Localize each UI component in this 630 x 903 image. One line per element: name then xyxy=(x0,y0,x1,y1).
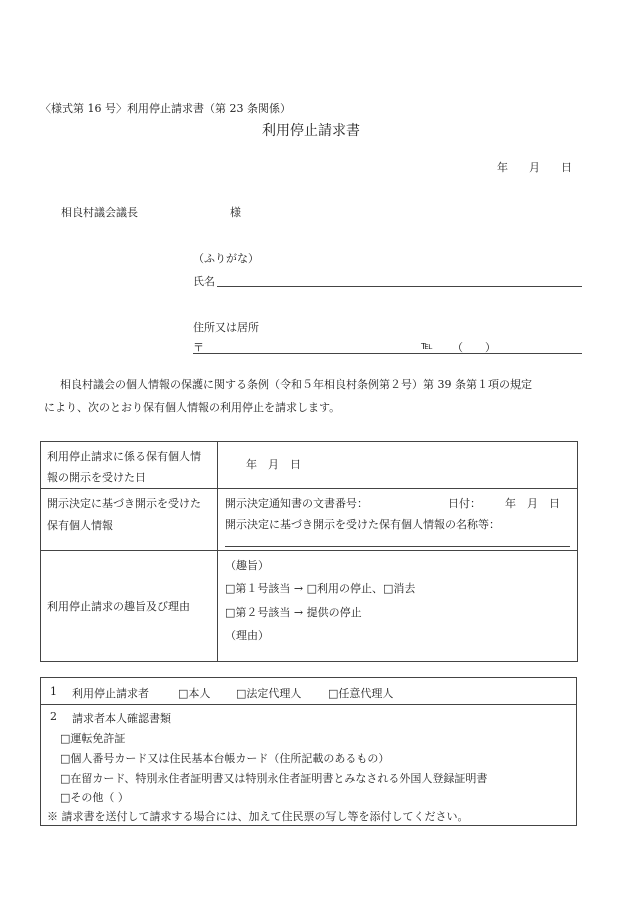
furigana-label: （ふりがな） xyxy=(193,252,259,265)
date-day: 日 xyxy=(561,161,572,174)
row1-label-line2: 報の開示を受けた日 xyxy=(47,471,146,484)
row3-value-cell[interactable] xyxy=(218,551,578,662)
name-label: 氏名 xyxy=(193,275,215,288)
tel-mark: ℡ xyxy=(421,339,433,352)
requester-type-number: 1 xyxy=(50,685,57,698)
request-table xyxy=(40,441,578,662)
requester-info-box xyxy=(40,677,577,826)
date-value: 年 月 日 xyxy=(505,497,560,510)
address-field[interactable] xyxy=(193,353,582,354)
row1-label xyxy=(41,442,218,489)
id-docs-number: 2 xyxy=(50,710,57,723)
option-2[interactable]: □第２号該当 → 提供の停止 xyxy=(225,606,362,619)
row2-label-line1: 開示決定に基づき開示を受けた xyxy=(47,497,201,510)
checkbox-self[interactable]: □本人 xyxy=(178,687,211,700)
divider xyxy=(41,704,576,705)
id-doc-item[interactable]: □運転免許証 xyxy=(60,732,126,745)
name-field[interactable] xyxy=(217,286,582,287)
id-doc-item[interactable]: □個人番号カード又は住民基本台帳カード（住所記載のあるもの） xyxy=(60,752,390,765)
id-doc-item[interactable]: □在留カード、特別永住者証明書又は特別永住者証明書とみなされる外国人登録証明書 xyxy=(60,772,488,785)
date-year: 年 xyxy=(497,161,508,174)
addressee-name: 相良村議会議長 xyxy=(61,206,138,219)
row1-label-line1: 利用停止請求に係る保有個人情 xyxy=(47,450,201,463)
addressee-honorific: 様 xyxy=(230,206,241,219)
row3-label: 利用停止請求の趣旨及び理由 xyxy=(47,600,190,613)
reason-heading: （理由） xyxy=(225,629,269,642)
info-name-field[interactable] xyxy=(225,546,570,547)
row-disclosed-info xyxy=(41,489,578,551)
id-docs-note: ※ 請求書を送付して請求する場合には、加えて住民票の写し等を添付してください。 xyxy=(47,810,469,823)
id-docs-heading: 請求者本人確認書類 xyxy=(72,712,171,725)
row1-date: 年 月 日 xyxy=(246,458,301,471)
intro-line-1: 相良村議会の個人情報の保護に関する条例（令和５年相良村条例第２号）第 39 条第１項の規定 xyxy=(60,378,532,391)
row2-value-cell[interactable] xyxy=(218,489,578,551)
info-name-label: 開示決定に基づき開示を受けた保有個人情報の名称等： xyxy=(225,518,500,531)
page-title: 利用停止請求書 xyxy=(262,123,360,139)
doc-number-label: 開示決定通知書の文書番号： xyxy=(225,497,368,510)
tel-parens: （ ） xyxy=(452,341,496,354)
row3-label-cell xyxy=(41,551,218,662)
requester-type-label: 利用停止請求者 xyxy=(72,687,149,700)
row-purpose-reason xyxy=(41,551,578,662)
checkbox-legal-rep[interactable]: □法定代理人 xyxy=(236,687,302,700)
form-number: 〈様式第 16 号〉利用停止請求書（第 23 条関係） xyxy=(40,102,291,115)
checkbox-voluntary-rep[interactable]: □任意代理人 xyxy=(328,687,394,700)
row-disclosure-date xyxy=(41,442,578,489)
intro-line-2: により、次のとおり保有個人情報の利用停止を請求します。 xyxy=(44,401,341,414)
row1-value-cell[interactable] xyxy=(218,442,578,489)
id-doc-item[interactable]: □その他（ ） xyxy=(60,791,129,804)
date-label: 日付： xyxy=(448,497,481,510)
row2-label-line2: 保有個人情報 xyxy=(47,519,113,532)
row2-label xyxy=(41,489,218,551)
purpose-heading: （趣旨） xyxy=(225,559,269,572)
postal-mark: 〒 xyxy=(193,341,204,354)
date-month: 月 xyxy=(529,161,540,174)
option-1[interactable]: □第１号該当 → □利用の停止、□消去 xyxy=(225,582,416,595)
address-label: 住所又は居所 xyxy=(193,321,259,334)
